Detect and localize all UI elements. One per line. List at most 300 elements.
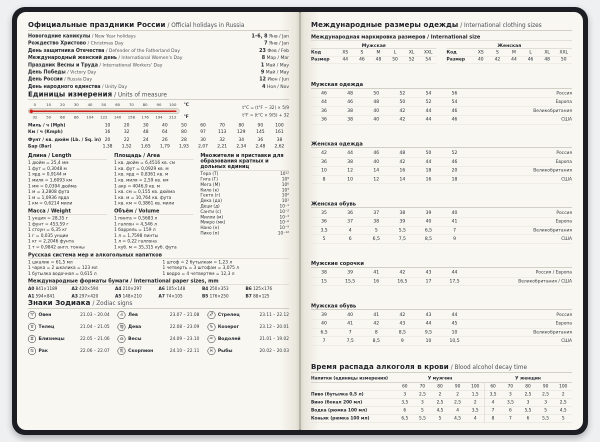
- size-value: 52: [451, 150, 458, 156]
- size-value: 12: [373, 176, 380, 182]
- size-value: 44: [425, 159, 432, 165]
- prefix-name: Дека (да): [200, 198, 222, 204]
- celsius-tick: 40: [87, 102, 93, 108]
- alcohol-drink-name: Вино (бокал 200 мл): [311, 400, 363, 405]
- size-value: 48: [399, 150, 406, 156]
- celsius-tick: 0: [33, 102, 37, 108]
- holiday-date: [262, 55, 289, 62]
- fahrenheit-formula: t°F = (t°C × 9/5) + 32: [242, 112, 289, 118]
- size-value: 5,5: [398, 227, 406, 233]
- marking-code-value: S: [360, 50, 364, 55]
- alcohol-data-row: [311, 415, 572, 423]
- alcohol-weight-men: 70: [419, 384, 426, 389]
- size-value: 8: [374, 329, 378, 335]
- size-tables: [311, 67, 572, 364]
- weight-item: 1 унция = 28,35 г: [28, 216, 69, 221]
- russian-measure-item: 1 штоф = 2 бутылкам = 1,23 л: [162, 259, 233, 265]
- size-table-row: [311, 116, 572, 125]
- alcohol-hours-women: 8: [484, 415, 502, 423]
- length-item: 1 мм = 0,0394 дюйма: [28, 183, 77, 189]
- marking-size-value: 50: [560, 57, 567, 62]
- prefix-name: Гекто (г): [200, 193, 221, 199]
- paper-sizes-title: Международные форматы бумаги / International paper sizes, mm: [28, 279, 289, 286]
- psi-value: 36: [257, 137, 264, 143]
- fahrenheit-tick: 158: [127, 115, 136, 120]
- units-title-ru: Единицы измерения: [28, 90, 113, 99]
- paper-format-name: A7: [158, 294, 165, 300]
- size-value: 39: [425, 210, 432, 216]
- size-value: 42: [399, 159, 406, 165]
- prefixes-title: Множители и приставки для образования кратных и дольных единиц: [200, 153, 289, 171]
- alcohol-hours-women: 7: [509, 416, 512, 421]
- size-value: 37: [347, 219, 354, 224]
- area-item: 1 кв. см = 0,155 кв. дюйма: [114, 189, 175, 195]
- size-value: 4: [348, 227, 352, 233]
- russian-measures-col2: [163, 260, 290, 277]
- bar-value: 2,21: [217, 143, 228, 149]
- marking-size-value: 44: [511, 57, 517, 62]
- zodiac-title-ru: Знаки Зодиака: [28, 299, 91, 308]
- size-value: 10: [347, 176, 354, 182]
- size-value: 41: [373, 312, 380, 318]
- size-table-row: [311, 149, 572, 158]
- bar-value: 1,79: [159, 143, 170, 149]
- weight-item: 1 г = 0,035 унции: [28, 233, 69, 239]
- holiday-month: Май / May: [265, 70, 289, 76]
- marking-size-value: 46: [527, 57, 534, 62]
- region-label: Россия: [556, 312, 572, 318]
- size-value: 15,5: [345, 278, 356, 284]
- size-value: 40: [451, 210, 458, 216]
- kmph-row: [28, 129, 289, 135]
- zodiac-name: Рак: [38, 348, 48, 354]
- holiday-day: 23: [259, 47, 266, 54]
- size-value: 36: [321, 117, 327, 122]
- marking-code-label: Код: [446, 50, 457, 55]
- prefix-power: 10⁻²: [279, 209, 289, 215]
- zodiac-item: [28, 311, 110, 319]
- size-value: 38: [373, 219, 380, 224]
- area-item: 1 кв. км = 0,3861 кв. мили: [114, 201, 175, 207]
- russian-measure-item: 1 шкалик = 61,5 мл: [28, 259, 73, 265]
- prefix-power: 10¹²: [280, 171, 289, 177]
- mph-value: 50: [181, 123, 187, 129]
- holiday-row: [28, 55, 289, 62]
- size-value: 44: [425, 117, 432, 122]
- size-value: 40: [373, 159, 380, 165]
- alcohol-hours-women: 2,5: [524, 392, 532, 397]
- size-value: 7,5: [346, 338, 354, 344]
- marking-size-value: 42: [494, 57, 501, 62]
- size-value: 42: [373, 321, 380, 326]
- size-table-row: [311, 98, 572, 107]
- paper-size-cell: A3 297×420: [71, 293, 99, 300]
- size-value: 54: [425, 90, 432, 96]
- holiday-name-en: / Russia Day: [64, 77, 93, 83]
- bar-value: 2,48: [255, 143, 266, 149]
- region-label: Россия: [556, 150, 572, 156]
- holiday-name-wrap: [28, 47, 180, 54]
- region-label: Великобритания / США: [518, 278, 572, 284]
- alcohol-decay-table: [311, 375, 572, 423]
- units-title-en: / Units of measure: [114, 91, 167, 99]
- zodiac-dates: 21.04 – 21.05: [80, 324, 110, 330]
- size-values: [311, 89, 468, 97]
- alcohol-drink-name: Пиво (бутылка 0,5 л): [311, 392, 364, 397]
- size-value: 56: [451, 90, 458, 96]
- alcohol-hours-men: 5: [438, 416, 442, 421]
- alcohol-hours-men: 2: [456, 392, 459, 397]
- size-value: 8: [322, 176, 326, 182]
- alcohol-hours-women: 5,5: [542, 416, 550, 421]
- holiday-name: День защитника Отечества: [28, 47, 105, 54]
- size-table-row: [311, 158, 572, 167]
- fahrenheit-tick: 50: [46, 115, 52, 120]
- alcohol-men-header: У мужчин: [427, 376, 453, 381]
- holiday-name-wrap: [28, 62, 162, 69]
- holiday-date: [261, 69, 289, 76]
- fahrenheit-tick: 104: [86, 115, 94, 120]
- length-title: Длина / Length: [28, 153, 107, 160]
- region-label: Европа: [555, 99, 572, 105]
- fahrenheit-tick: 32: [32, 115, 38, 120]
- holiday-name-wrap: [28, 33, 136, 40]
- size-value: 39: [321, 312, 327, 318]
- paper-format-name: A3: [71, 294, 78, 300]
- alcohol-hours-women: 3,5: [484, 391, 502, 399]
- zodiac-symbol-icon: ♓: [209, 348, 214, 354]
- fahrenheit-tick: 86: [73, 115, 79, 120]
- size-values: [311, 209, 468, 217]
- size-value: 40: [321, 321, 327, 326]
- prefix-power: 10⁻⁶: [279, 220, 289, 226]
- celsius-tick: 100: [169, 102, 177, 108]
- marking-group-label: Мужская: [311, 43, 437, 49]
- fahrenheit-tick: 122: [100, 115, 108, 120]
- holiday-month: Май / May: [265, 62, 289, 68]
- prefixes-list: [200, 172, 289, 237]
- psi-value: 32: [219, 137, 225, 143]
- holiday-name: День России: [28, 76, 63, 83]
- zodiac-name: Водолей: [217, 336, 241, 342]
- celsius-tick: 50: [101, 102, 107, 108]
- size-value: 36: [321, 108, 327, 114]
- weight-item: 1 кг = 2,2046 фунта: [28, 239, 74, 245]
- zodiac-name: Овен: [38, 312, 52, 318]
- mph-label: Миль / ч (Mph): [28, 123, 66, 129]
- region-label: Россия: [556, 210, 572, 216]
- size-table-row: [311, 226, 572, 235]
- marking-code-value: S: [495, 50, 499, 55]
- size-value: 42: [399, 117, 406, 122]
- prefix-name: Кило (к): [200, 187, 219, 193]
- alcohol-hours-men: 2,5: [418, 392, 426, 397]
- holiday-month: Мар / Mar: [266, 55, 289, 61]
- size-value: 40: [373, 108, 380, 114]
- alcohol-weight-men: 90: [454, 384, 461, 389]
- marking-code-row: [311, 50, 437, 57]
- bar-value: 1,52: [121, 143, 132, 149]
- prefix-power: 10⁹: [281, 177, 289, 183]
- zodiac-dates: 20.02 – 20.03: [259, 348, 289, 354]
- zodiac-item: [28, 335, 110, 343]
- psi-value: 22: [123, 137, 130, 143]
- bar-row: [28, 143, 289, 149]
- weight-item: 1 фунт = 453,59 г: [28, 221, 69, 227]
- length-list: [28, 161, 107, 207]
- russian-measures-col1: [28, 260, 155, 277]
- paper-size-cell: A6 105×148: [158, 286, 186, 292]
- length-item: 1 ярд = 0,9144 м: [28, 172, 67, 178]
- size-table-title: Женская одежда: [311, 142, 572, 149]
- area-item: 1 акр = 4046,9 кв. м: [114, 183, 161, 189]
- paper-sizes-grid: [28, 286, 289, 299]
- alcohol-title-ru: Время распада алкоголя в крови: [311, 363, 449, 371]
- psi-value: 28: [181, 137, 187, 143]
- size-table-row: [311, 209, 572, 218]
- kmph-value: 64: [162, 129, 168, 135]
- size-value: 40: [425, 219, 432, 224]
- alcohol-women-header: У женщин: [515, 376, 541, 381]
- marking-size-value: 50: [392, 57, 398, 62]
- holiday-name: Праздник Весны и Труда: [28, 62, 98, 68]
- marking-code-value: XXL: [559, 50, 568, 55]
- holiday-date: [262, 83, 289, 90]
- marking-size-value: 54: [425, 57, 432, 62]
- size-value: 10,5: [449, 338, 460, 344]
- size-table-title: Женская обувь: [311, 201, 572, 208]
- zodiac-name: Дева: [128, 324, 142, 330]
- psi-value: 24: [142, 137, 149, 143]
- size-table: [311, 261, 572, 286]
- mph-value: 90: [257, 123, 264, 129]
- size-value: 41: [347, 321, 354, 326]
- alcohol-hours-men: 2,5: [436, 400, 444, 405]
- pressure-conversion-table: [28, 137, 289, 150]
- holiday-day: 1–6, 8: [251, 33, 268, 39]
- alcohol-hours-men: 5: [421, 408, 424, 413]
- zodiac-symbol-icon: ♑: [209, 324, 214, 330]
- zodiac-dates: 22.06 – 22.07: [80, 348, 110, 354]
- alcohol-hours-women: 3: [544, 400, 547, 405]
- mph-value: 80: [238, 123, 245, 129]
- size-value: 38: [321, 270, 327, 275]
- size-table-row: [311, 337, 572, 346]
- alcohol-hours-women: 6: [509, 408, 512, 413]
- bar-value: 2,62: [274, 143, 285, 149]
- alcohol-hours-women: 6: [526, 416, 530, 421]
- region-label: США: [561, 176, 572, 182]
- alcohol-hours-women: 7: [484, 407, 502, 415]
- paper-size-cell: A4 210×297: [115, 286, 142, 292]
- size-value: 15: [321, 278, 327, 284]
- alcohol-hours-men: 2,5: [454, 400, 462, 405]
- length-item: 1 м = 1,0936 ярда: [28, 195, 69, 201]
- zodiac-name: Близнецы: [38, 336, 65, 342]
- size-value: 16: [425, 176, 432, 182]
- prefix-power: 10⁻¹: [279, 204, 289, 210]
- conversion-formulas: [193, 105, 289, 118]
- alcohol-hours-men: 3: [403, 392, 407, 397]
- size-values: [311, 218, 468, 226]
- holiday-name: День Победы: [28, 69, 66, 76]
- bar-value: 2,34: [236, 143, 247, 149]
- length-item: 1 дюйм = 25,4 мм: [28, 160, 69, 166]
- size-values: [311, 158, 468, 166]
- russian-measure-item: 1 чарка = 2 шкалика = 123 мл: [28, 265, 98, 271]
- size-value: 16: [399, 168, 406, 173]
- zodiac-dates: 22.08 – 23.09: [169, 324, 200, 330]
- marking-size-row: [311, 57, 437, 64]
- length-item: 1 фут = 0,3048 м: [28, 166, 67, 172]
- holiday-row: [28, 69, 289, 76]
- zodiac-symbol-icon: ♉: [29, 324, 35, 330]
- holiday-date: [259, 47, 289, 54]
- size-value: 40: [347, 312, 354, 318]
- size-value: 9: [453, 236, 456, 242]
- volume-item: 1 пинта = 0,5683 л: [114, 216, 158, 221]
- holiday-name-wrap: [28, 69, 96, 76]
- size-value: 46: [321, 90, 327, 96]
- region-label: Великобритания: [533, 168, 572, 173]
- size-value: 46: [451, 159, 458, 165]
- alcohol-drink-name: Водка (рюмка 100 мл): [311, 408, 368, 413]
- alcohol-weight-women: 70: [507, 384, 514, 389]
- length-item: 1 м = 3,2808 фута: [28, 189, 70, 195]
- holiday-name: День народного единства: [28, 83, 101, 90]
- holiday-name-en: / International Women's Day: [118, 55, 183, 61]
- alcohol-hours-men: 6: [403, 408, 407, 413]
- right-page: [300, 12, 583, 430]
- size-value: 38: [399, 210, 406, 216]
- size-value: 48: [373, 99, 380, 105]
- size-value: 36: [321, 219, 327, 224]
- alcohol-hours-men: 3,5: [471, 408, 479, 413]
- alcohol-hours-men: 2: [438, 392, 442, 397]
- holiday-name-wrap: [28, 55, 182, 62]
- alcohol-hours-men: 4: [473, 416, 477, 421]
- holiday-day: 7: [264, 40, 268, 47]
- prefix-name: Нано (н): [200, 225, 220, 231]
- size-values: [311, 269, 468, 277]
- holiday-row: [28, 33, 289, 40]
- prefix-power: 10⁻⁹: [279, 225, 289, 231]
- mph-value: 20: [123, 123, 130, 129]
- size-value: 50: [399, 99, 406, 105]
- region-label: Великобритания: [533, 329, 572, 335]
- mph-value: 60: [200, 123, 206, 129]
- celsius-tick: 70: [128, 102, 134, 108]
- size-value: 46: [451, 108, 458, 114]
- kmph-value: 161: [275, 129, 284, 135]
- psi-label: Фунт / кв. дюйм (Lb. / Sq. in): [28, 137, 101, 143]
- zodiac-name: Скорпион: [128, 348, 154, 354]
- zodiac-symbol-icon: ♍: [119, 324, 124, 330]
- holiday-day: 8: [261, 55, 266, 61]
- weight-title: Масса / Weight: [28, 209, 107, 216]
- holiday-name: Рождество Христово: [28, 40, 87, 47]
- paper-size-cell: B6 125×176: [245, 286, 273, 292]
- thermometer-mercury-line: [32, 111, 177, 112]
- holiday-date: [252, 33, 289, 40]
- alcohol-header-row: [311, 375, 572, 383]
- marking-size-value: 40: [477, 57, 484, 62]
- marking-code-value: L: [393, 50, 397, 55]
- size-value: 6: [348, 236, 352, 242]
- paper-size-cell: B5 176×250: [202, 293, 229, 300]
- area-title: Площадь / Area: [114, 153, 193, 160]
- weight-item: 1 стоун = 6,35 кг: [28, 227, 68, 233]
- size-value: 14: [399, 176, 406, 182]
- paper-format-name: B7: [245, 294, 252, 300]
- prefix-power: 10²: [281, 193, 289, 199]
- size-value: 35: [321, 210, 327, 216]
- celsius-label: °C: [183, 102, 189, 108]
- prefix-power: 10⁶: [281, 182, 289, 188]
- prefix-power: 10⁻³: [279, 214, 289, 220]
- holidays-section-title: [28, 21, 289, 31]
- paper-format-name: B4: [202, 286, 209, 292]
- paper-format-name: A1: [28, 294, 35, 300]
- speed-conversion-table: [28, 123, 289, 136]
- size-value: 44: [425, 321, 432, 326]
- marking-code-row: [447, 50, 573, 57]
- volume-item: 1 галлон = 4,546 л: [114, 221, 157, 227]
- holiday-date: [261, 62, 289, 69]
- zodiac-dates: 21.01 – 19.02: [259, 336, 289, 342]
- zodiac-symbol-icon: ♊: [29, 336, 35, 342]
- psi-value: 34: [238, 137, 245, 143]
- weight-item: 1 т = 0,9842 англ. тонны: [28, 244, 85, 250]
- area-item: 1 кв. ярд = 0,8361 кв. м: [114, 172, 169, 178]
- alcohol-hours-men: 4,5: [436, 408, 444, 413]
- mph-value: 40: [162, 123, 168, 129]
- alcohol-section-title: [311, 363, 572, 373]
- alcohol-drinks-header: Напитки (единицы измерения): [311, 376, 388, 381]
- size-value: 8,5: [372, 338, 380, 344]
- region-label: Россия / Европа: [535, 270, 572, 275]
- holiday-name-en: / Christmas Day: [87, 41, 124, 47]
- size-value: 12: [347, 168, 354, 173]
- zodiac-grid: [28, 311, 289, 355]
- region-label: США: [561, 117, 572, 122]
- size-values: [311, 226, 468, 234]
- region-label: Великобритания: [533, 227, 572, 233]
- area-item: 1 кв. дюйм = 6,4516 кв. см: [114, 160, 175, 166]
- size-values: [311, 320, 468, 328]
- thermometer: [28, 103, 180, 120]
- size-value: 18: [425, 168, 432, 173]
- fahrenheit-tick: 194: [155, 115, 163, 120]
- paper-size-cell: B7 88×125: [245, 293, 270, 300]
- paper-format-name: A5: [115, 294, 122, 300]
- size-value: 7,5: [398, 236, 406, 242]
- fahrenheit-tick: 176: [141, 115, 149, 120]
- volume-item: 1 л = 0,22 галлона: [114, 239, 157, 245]
- size-value: 45: [451, 321, 458, 326]
- clothing-section-title: [311, 21, 572, 31]
- size-value: 36: [347, 210, 354, 216]
- kmph-value: 129: [237, 129, 246, 135]
- fahrenheit-tick: 212: [169, 115, 177, 120]
- marking-code-value: XL: [544, 50, 550, 55]
- holiday-day: 4: [262, 83, 266, 90]
- marking-code-value: XXL: [423, 50, 433, 55]
- size-value: 7: [453, 227, 456, 233]
- length-weight-column: [28, 152, 107, 251]
- holidays-title-en: / Official holidays in Russia: [167, 21, 245, 29]
- size-values: [311, 311, 468, 319]
